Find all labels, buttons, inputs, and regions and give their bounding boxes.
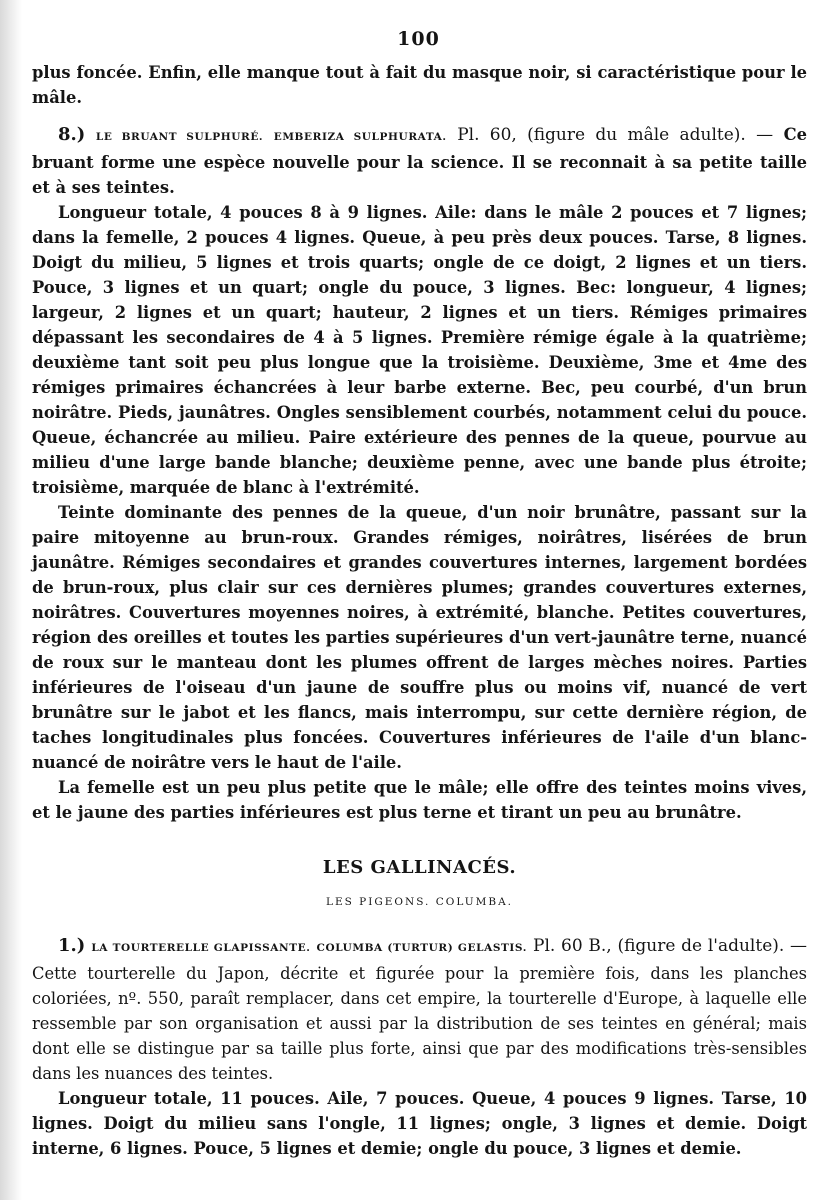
species-common-name: LE BRUANT SULPHURÉ. (95, 131, 264, 143)
species-intro: Ce bruant forme une espèce nouvelle pour la science. Il se reconnait à sa petite taille et à ses teintes. (32, 125, 807, 197)
page-body (32, 60, 807, 1161)
coloration-paragraph: Teinte dominante des pennes de la queue, d'un noir brunâtre, passant sur la paire mitoyenne au brun-roux. Grandes rémiges, noirâtres, lisérées de brun jaunâtre. Rémiges secondaires et grandes couvertures internes, largement bordées de brun-roux, plus clair sur ces dernières plumes; grandes couvertures externes, noirâtres. Couvertures moyennes noires, à extrémité, blanche. Petites couvertures, région des oreilles et toutes les parties supérieures d'un vert-jaunâtre terne, nuancé de roux sur le manteau dont les plumes offrent de larges mèches noires. Parties inférieures de l'oiseau d'un jaune de souffre plus ou moins vif, nuancé de vert brunâtre sur le jabot et les flancs, mais interrompu, sur cette dernière région, de taches longitudinales plus foncées. Couvertures inférieures de l'aile d'un blanc-nuancé de noirâtre vers le haut de l'aile. (32, 503, 807, 772)
female-paragraph: La femelle est un peu plus petite que le mâle; elle offre des teintes moins vives, et le jaune des parties inférieures est plus terne et tirant un peu au brunâtre. (32, 778, 807, 822)
species-entry-tourterelle (32, 933, 807, 1086)
subsection-heading: LES PIGEONS. COLUMBA. (325, 896, 513, 908)
plate-reference: Pl. 60, (figure du mâle adulte). — (457, 125, 774, 145)
species-entry-bruant-sulphure (32, 122, 807, 200)
species-latin-name: EMBERIZA SULPHURATA. (273, 131, 447, 143)
entry-number: 1.) (58, 935, 86, 956)
measurements-paragraph: Longueur totale, 11 pouces. Aile, 7 pouces. Queue, 4 pouces 9 lignes. Tarse, 10 lignes. Doigt du milieu sans l'ongle, 11 lignes; ongle, 3 lignes et demie. Doigt interne, 6 lignes. Pouce, 5 lignes et demie; ongle du pouce, 3 lignes et demie. (32, 1089, 807, 1158)
species-intro: Cette tourterelle du Japon, décrite et figurée pour la première fois, dans les planches coloriées, nº. 550, paraît remplacer, dans cet empire, la tourterelle d'Europe, à laquelle elle ressemble par son organisation et aussi par la distribution de ses teintes en général; mais dont elle se distingue par sa taille plus forte, ainsi que par des modifications très-sensibles dans les nuances des teintes. (32, 964, 807, 1083)
continued-paragraph: plus foncée. Enfin, elle manque tout à fait du masque noir, si caractéristique pour le mâle. (32, 63, 807, 107)
entry-number: 8.) (58, 124, 86, 145)
plate-reference: Pl. 60 B., (figure de l'adulte). — (533, 936, 808, 956)
species-common-name: LA TOURTERELLE GLAPISSANTE. (91, 942, 311, 954)
page-number: 100 (397, 28, 440, 50)
measurements-paragraph: Longueur totale, 4 pouces 8 à 9 lignes. Aile: dans le mâle 2 pouces et 7 lignes; dans la femelle, 2 pouces 4 lignes. Queue, à peu près deux pouces. Tarse, 8 lignes. Doigt du milieu, 5 lignes et trois quarts; ongle de ce doigt, 2 lignes et un tiers. Pouce, 3 lignes et un quart; ongle du pouce, 3 lignes. Bec: longueur, 4 lignes; largeur, 2 lignes et un quart; hauteur, 2 lignes et un tiers. Rémiges primaires dépassant les secondaires de 4 à 5 lignes. Première rémige égale à la quatrième; deuxième tant soit peu plus longue que la troisième. Deuxième, 3me et 4me des rémiges primaires échancrées à leur barbe externe. Bec, peu courbé, d'un brun noirâtre. Pieds, jaunâtres. Ongles sensiblement courbés, notamment celui du pouce. Queue, échancrée au milieu. Paire extérieure des pennes de la queue, pourvue au milieu d'une large bande blanche; deuxième penne, avec une bande plus étroite; troisième, marquée de blanc à l'extrémité. (32, 203, 807, 497)
species-latin-name: COLUMBA (TURTUR) GELASTIS. (316, 942, 527, 954)
page-gutter-shadow (0, 0, 22, 1200)
section-heading: LES GALLINACÉS. (322, 857, 517, 878)
